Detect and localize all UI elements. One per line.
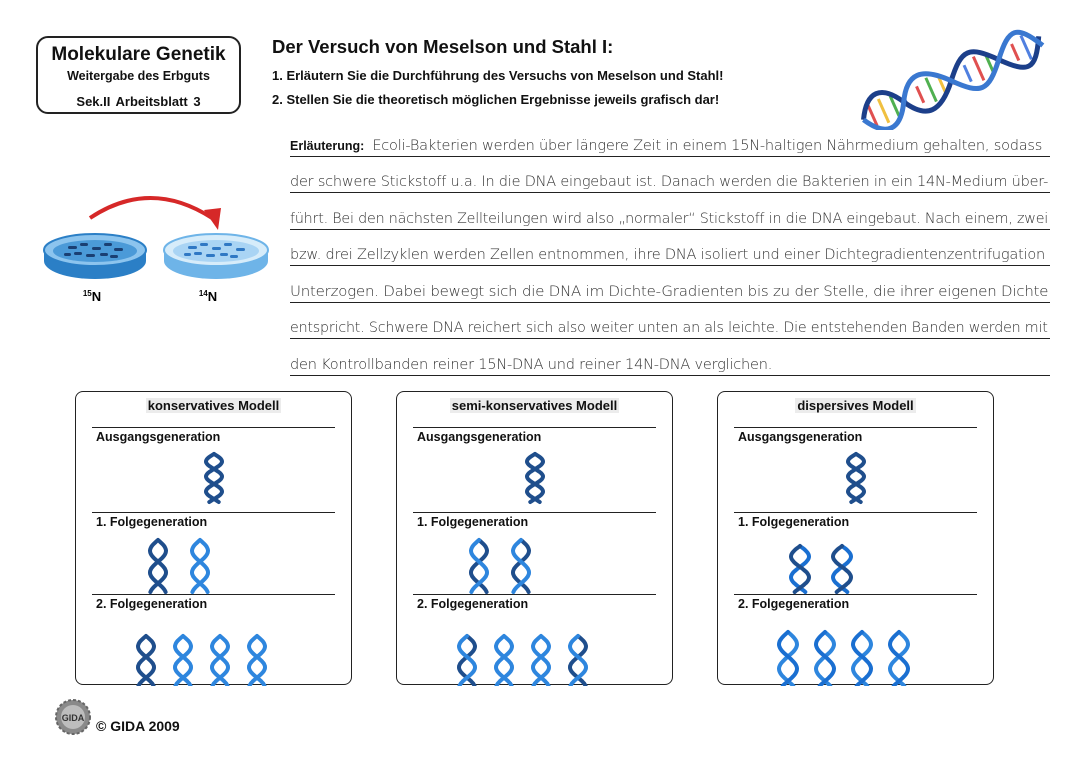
explanation-text-7: den Kontrollbanden reiner 15N-DNA und reiner 14N-DNA verglichen. (290, 357, 773, 373)
dna-drawings-dispersive (718, 392, 995, 686)
label-14n: $^{14}_N$ (198, 289, 218, 304)
dna-gen1 (192, 540, 208, 592)
dna-gen1 (471, 540, 487, 592)
gen-label-second: 2. Folgegeneration (738, 597, 850, 611)
explanation-text-1: Ecoli-Bakterien werden über längere Zeit in einem 15N-haltigen Nährmedium gehalten, sodass (372, 138, 1043, 154)
dna-gen2 (496, 636, 512, 686)
dna-parent (206, 454, 222, 502)
dna-gen2 (175, 636, 191, 686)
label-15n: $^{15}_N$ (82, 289, 102, 304)
model-title-semiconservative: semi-konservatives Modell (451, 398, 618, 413)
petri-dish-14n (164, 234, 268, 279)
gen-label-first: 1. Folgegeneration (417, 515, 529, 529)
petri-dish-illustration (40, 186, 280, 306)
gen-label-start: Ausgangsgeneration (417, 430, 542, 444)
dna-drawings-conservative (76, 392, 353, 686)
arrow-head-icon (204, 208, 221, 230)
dna-drawings-semiconservative (397, 392, 674, 686)
dna-gen2 (533, 636, 549, 686)
copyright-text: © GIDA 2009 (96, 718, 180, 734)
explanation-line-3 (290, 204, 1050, 230)
header-box (36, 36, 241, 114)
dna-gen2 (212, 636, 228, 686)
dna-gen2 (570, 636, 586, 686)
header-sheet-number: Sek.II Arbeitsblatt 3 (76, 94, 201, 109)
dna-gen2 (138, 636, 154, 686)
model-title-conservative: konservatives Modell (147, 398, 280, 413)
model-title-dispersive: dispersives Modell (797, 398, 914, 413)
explanation-line-4 (290, 240, 1050, 266)
model-box-semiconservative (396, 391, 673, 685)
explanation-line-1 (290, 131, 1050, 157)
explanation-line-5 (290, 277, 1050, 303)
gida-logo (54, 698, 92, 736)
explanation-text-4: bzw. drei Zellzyklen werden Zellen entnommen, ihre DNA isoliert und einer Dichtegradientenzentrifugation (290, 247, 1046, 263)
gen-label-first: 1. Folgegeneration (96, 515, 208, 529)
gen-label-start: Ausgangsgeneration (96, 430, 221, 444)
dna-gen1 (513, 540, 529, 592)
header-title: Molekulare Genetik (51, 44, 226, 65)
explanation-text-6: entspricht. Schwere DNA reichert sich also weiter unten an als leichte. Die entstehenden Banden werden mit (290, 320, 1048, 336)
dna-gen2 (816, 632, 834, 686)
dna-parent (527, 454, 543, 502)
dna-gen2 (890, 632, 908, 686)
gen-label-start: Ausgangsgeneration (738, 430, 863, 444)
dna-parent (848, 454, 864, 502)
dna-gen2 (459, 636, 475, 686)
explanation-text-2: der schwere Stickstoff u.a. In die DNA eingebaut ist. Danach werden die Bakterien in ein 14N-Medium über- (290, 174, 1049, 190)
dna-gen2 (779, 632, 797, 686)
explanation-line-6 (290, 313, 1050, 339)
dna-gen2 (853, 632, 871, 686)
transfer-arrow (90, 198, 212, 218)
model-box-dispersive (717, 391, 994, 685)
petri-dish-15n (44, 234, 146, 279)
worksheet-title: Der Versuch von Meselson und Stahl I: (272, 36, 614, 57)
gen-label-second: 2. Folgegeneration (417, 597, 529, 611)
explanation-text-5: Unterzogen. Dabei bewegt sich die DNA im Dichte-Gradienten bis zu der Stelle, die ihrer eigenen Dichte (290, 284, 1049, 300)
explanation-text-3: führt. Bei den nächsten Zellteilungen wird also „normaler“ Stickstoff in die DNA eingebaut. Nach einem, zwei (290, 211, 1049, 227)
model-box-conservative (75, 391, 352, 685)
gen-label-first: 1. Folgegeneration (738, 515, 850, 529)
svg-text:GIDA: GIDA (61, 713, 85, 723)
task-1: 1. Erläutern Sie die Durchführung des Versuchs von Meselson und Stahl! (272, 68, 724, 83)
explanation-label: Erläuterung: (290, 139, 365, 153)
dna-helix-illustration (850, 26, 1050, 130)
dna-gen1 (833, 546, 851, 592)
header-subtitle: Weitergabe des Erbguts (67, 69, 210, 83)
task-2: 2. Stellen Sie die theoretisch möglichen Ergebnisse jeweils grafisch dar! (272, 92, 720, 107)
gen-label-second: 2. Folgegeneration (96, 597, 208, 611)
dna-gen1 (791, 546, 809, 592)
explanation-line-7 (290, 350, 1050, 376)
dna-gen1 (150, 540, 166, 592)
dna-gen2 (249, 636, 265, 686)
explanation-line-2 (290, 167, 1050, 193)
